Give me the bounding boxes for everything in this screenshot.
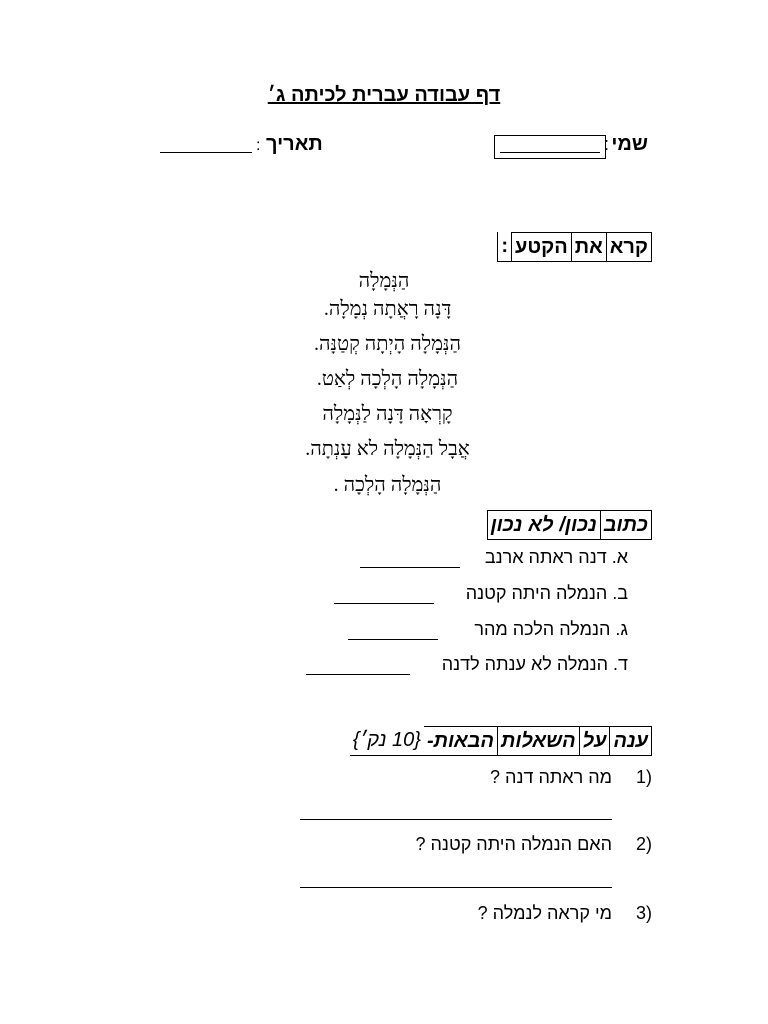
date-label-text: תאריך <box>266 133 323 155</box>
answer-line[interactable] <box>306 673 410 675</box>
answer-line[interactable] <box>334 602 434 604</box>
true-false-item: ב. הנמלה היתה קטנה <box>465 583 628 603</box>
date-label <box>256 133 323 156</box>
true-false-item: ג. הנמלה הלכה מהר <box>474 619 628 639</box>
heading-cell: קרא <box>606 232 652 261</box>
name-field[interactable] <box>500 136 600 153</box>
heading-cell: את <box>571 232 606 261</box>
true-false-item: ד. הנמלה לא ענתה לדנה <box>441 654 628 674</box>
story-line: דָּנָה רָאֲתָה נְמָלָה. <box>323 298 452 320</box>
name-colon: : <box>604 134 610 154</box>
heading-cell: השאלות <box>497 726 579 755</box>
heading-cell: לא <box>525 510 556 539</box>
true-false-heading <box>487 510 652 540</box>
answer-line[interactable] <box>300 886 612 888</box>
date-field[interactable] <box>160 136 252 153</box>
question-number: 3) <box>636 903 653 923</box>
points-note: {10 נק׳} <box>352 729 421 751</box>
answer-line[interactable] <box>348 638 438 640</box>
story-line: קָרְאָה דָּנָה לַנְּמָלָה <box>322 403 453 425</box>
heading-cell: על <box>579 726 610 755</box>
heading-cell: כתוב <box>600 510 652 539</box>
story-line: הַנְּמָלָה הָלְכָה לְאַט. <box>316 368 459 390</box>
questions-heading <box>350 726 652 756</box>
read-passage-heading <box>497 232 652 262</box>
heading-cell: נכון <box>487 510 526 539</box>
question-number: 2) <box>636 834 653 854</box>
heading-cell: הבאות- <box>424 726 497 755</box>
true-false-item: א. דנה ראתה ארנב <box>484 547 628 567</box>
question-text: האם הנמלה היתה קטנה ? <box>415 834 612 854</box>
story-line: הַנְּמָלָה הָלְכָה . <box>333 474 442 496</box>
question-text: מי קראה לנמלה ? <box>477 903 612 923</box>
date-colon: : <box>256 137 261 154</box>
heading-cell: הקטע <box>511 232 571 261</box>
story-title: הַנְּמָלָה <box>358 270 410 292</box>
story-line: הַנְּמָלָה הָיְתָה קְטַנָּה. <box>314 333 461 355</box>
question-number: 1) <box>636 767 653 787</box>
answer-line[interactable] <box>360 566 460 568</box>
name-label: שמי <box>611 133 648 155</box>
heading-cell: נכון/ <box>556 510 599 539</box>
heading-cell: : <box>497 232 511 261</box>
worksheet-title: דף עבודה עברית לכיתה ג׳ <box>267 84 501 106</box>
question-text: מה ראתה דנה ? <box>490 767 612 787</box>
answer-line[interactable] <box>300 818 612 820</box>
story-line: אֲבָל הַנְּמָלָה לא עָנְתָה. <box>305 438 470 460</box>
heading-cell: ענה <box>609 726 652 755</box>
